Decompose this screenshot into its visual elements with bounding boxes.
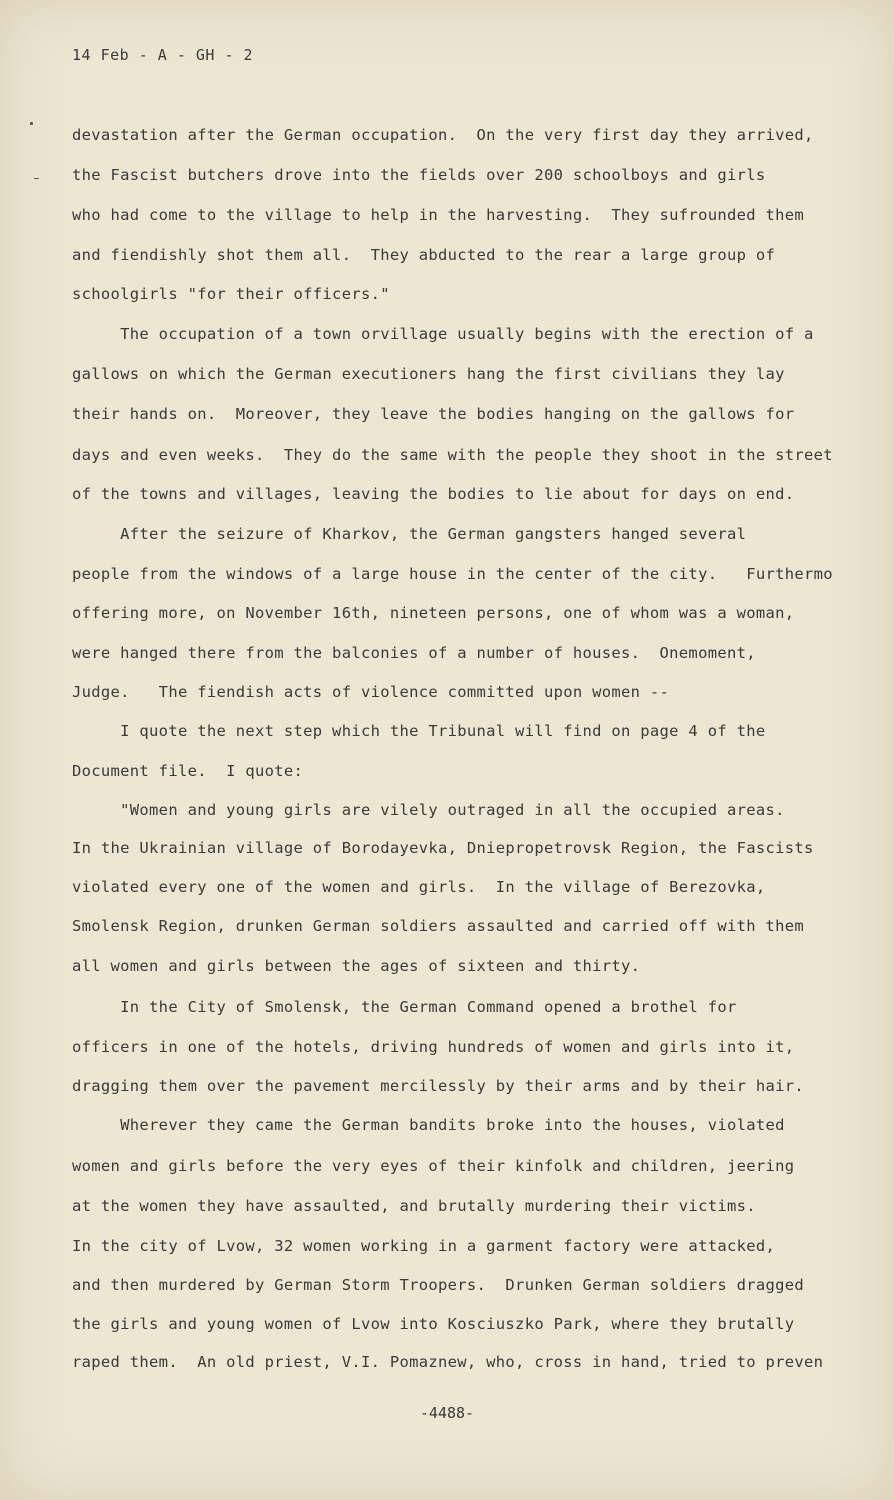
- text-line: the Fascist butchers drove into the fields over 200 schoolboys and girls: [72, 166, 766, 184]
- text-line: Smolensk Region, drunken German soldiers assaulted and carried off with them: [72, 917, 805, 935]
- text-line: In the City of Smolensk, the German Command opened a brothel for: [72, 998, 737, 1016]
- text-line: Wherever they came the German bandits broke into the houses, violated: [72, 1116, 785, 1134]
- text-line: who had come to the village to help in the harvesting. They sufrounded them: [72, 206, 805, 224]
- text-line: Judge. The fiendish acts of violence committed upon women --: [72, 683, 670, 701]
- text-line: In the Ukrainian village of Borodayevka, Dniepropetrovsk Region, the Fascists: [72, 839, 814, 857]
- text-line: the girls and young women of Lvow into Kosciuszko Park, where they brutally: [72, 1315, 795, 1333]
- text-line: and fiendishly shot them all. They abducted to the rear a large group of: [72, 246, 776, 264]
- text-line: of the towns and villages, leaving the bodies to lie about for days on end.: [72, 485, 795, 503]
- text-line: In the city of Lvow, 32 women working in a garment factory were attacked,: [72, 1237, 776, 1255]
- text-line: dragging them over the pavement mercilessly by their arms and by their hair.: [72, 1077, 805, 1095]
- text-line: I quote the next step which the Tribunal will find on page 4 of the: [72, 722, 766, 740]
- margin-mark: [30, 122, 33, 125]
- margin-mark: [34, 178, 39, 179]
- text-line: days and even weeks. They do the same with the people they shoot in the street: [72, 446, 833, 464]
- text-line: were hanged there from the balconies of a number of houses. Onemoment,: [72, 644, 756, 662]
- text-line: Document file. I quote:: [72, 762, 304, 780]
- text-line: at the women they have assaulted, and brutally murdering their victims.: [72, 1197, 756, 1215]
- text-line: officers in one of the hotels, driving hundreds of women and girls into it,: [72, 1038, 795, 1056]
- text-line: After the seizure of Kharkov, the German gangsters hanged several: [72, 525, 747, 543]
- text-line: and then murdered by German Storm Troopers. Drunken German soldiers dragged: [72, 1276, 805, 1294]
- text-line: their hands on. Moreover, they leave the bodies hanging on the gallows for: [72, 405, 795, 423]
- text-line: gallows on which the German executioners hang the first civilians they lay: [72, 365, 785, 383]
- text-line: devastation after the German occupation. On the very first day they arrived,: [72, 126, 814, 144]
- text-line: "Women and young girls are vilely outraged in all the occupied areas.: [72, 801, 785, 819]
- page-number: -4488-: [419, 1404, 475, 1422]
- text-line: people from the windows of a large house in the center of the city. Furthermo: [72, 565, 833, 583]
- text-line: offering more, on November 16th, nineteen persons, one of whom was a woman,: [72, 604, 795, 622]
- text-line: women and girls before the very eyes of their kinfolk and children, jeering: [72, 1157, 795, 1175]
- text-line: schoolgirls "for their officers.": [72, 285, 390, 303]
- text-line: violated every one of the women and girls. In the village of Berezovka,: [72, 878, 766, 896]
- text-line: all women and girls between the ages of sixteen and thirty.: [72, 957, 641, 975]
- text-line: raped them. An old priest, V.I. Pomaznew, who, cross in hand, tried to preven: [72, 1353, 824, 1371]
- page-header: 14 Feb - A - GH - 2: [72, 46, 254, 64]
- text-line: The occupation of a town orvillage usually begins with the erection of a: [72, 325, 814, 343]
